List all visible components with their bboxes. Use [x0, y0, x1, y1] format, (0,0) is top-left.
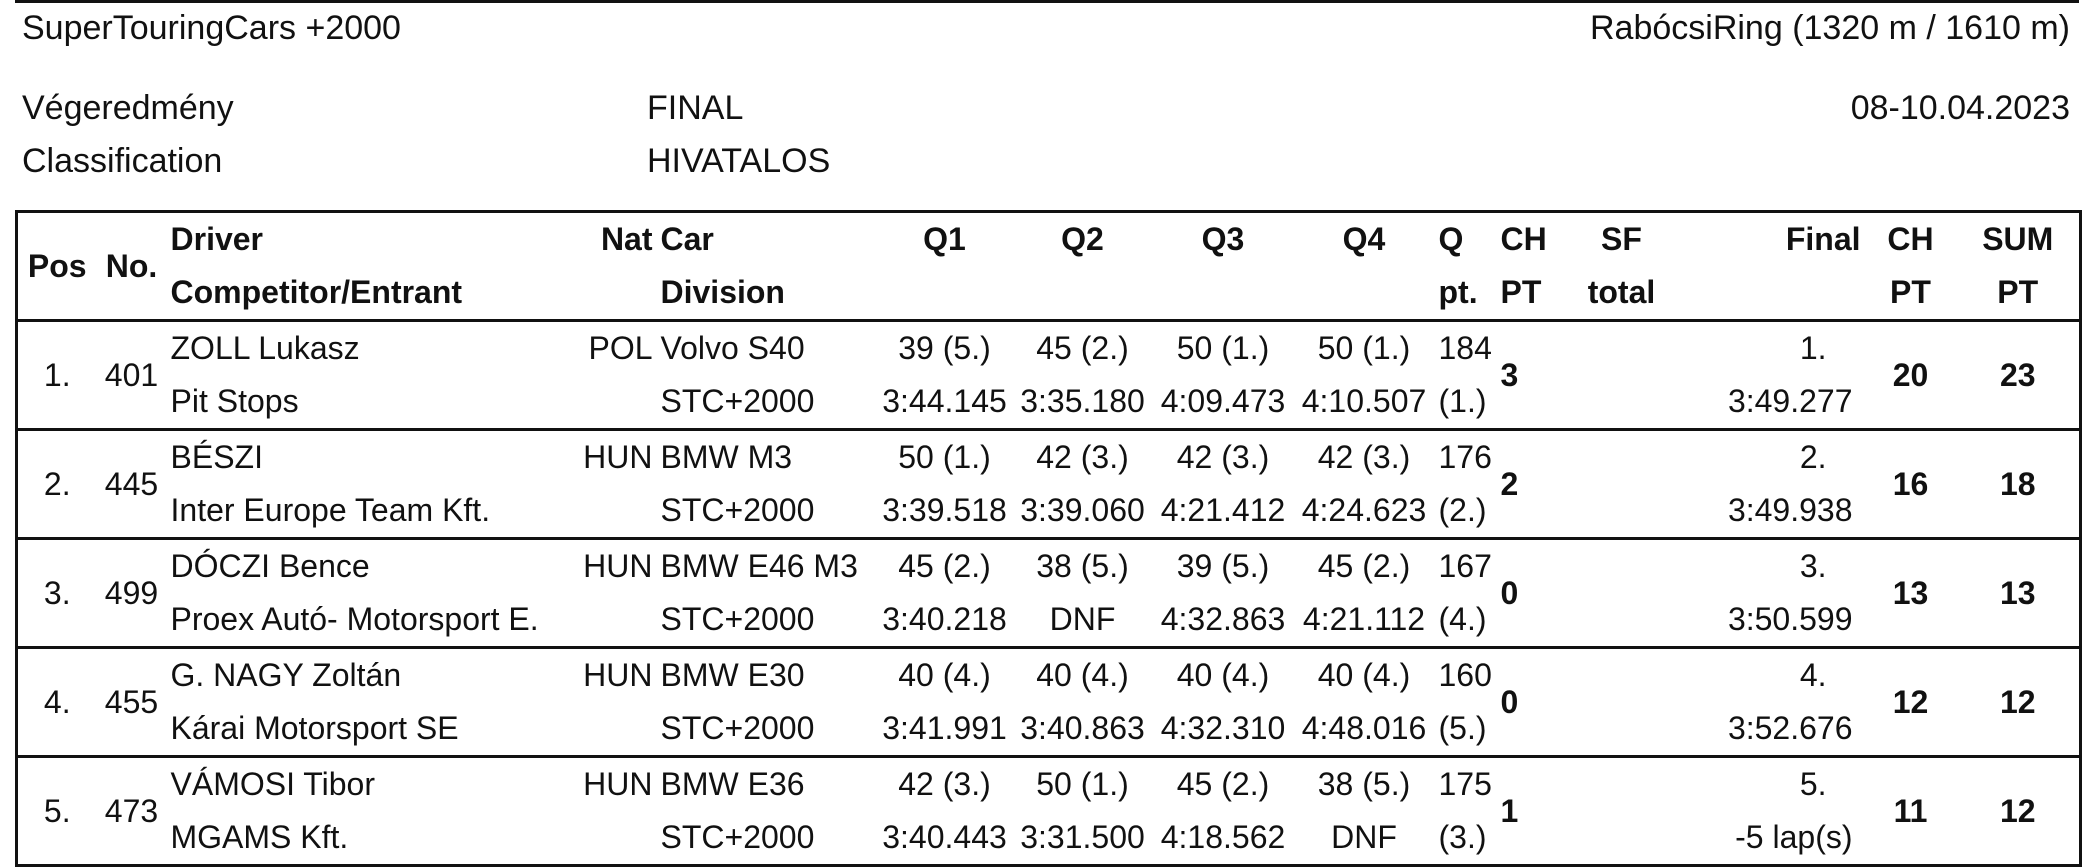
q-total-points-cell: 184: [1438, 330, 1492, 366]
ch-points-final-cell: 12: [1865, 648, 1957, 757]
ch-points-cell: 0: [1497, 648, 1557, 757]
col-final: Final: [1785, 221, 1861, 257]
table-row: [17, 539, 2081, 594]
sum-points-cell: 12: [1999, 792, 2036, 829]
q4-time-cell: 4:10.507: [1294, 375, 1435, 430]
q1-points-cell: 45 (2.): [898, 548, 991, 584]
q1-time-cell: 3:44.145: [877, 375, 1013, 430]
classification-table: [15, 210, 2082, 867]
final-time-cell: -5 lap(s): [1735, 819, 1853, 855]
table-row: [17, 321, 2081, 376]
col-ch-pt2-1: CH: [1887, 221, 1934, 257]
col-q2: Q2: [1061, 221, 1104, 257]
ch-points-final-cell: 16: [1865, 430, 1957, 539]
position-cell: 2.: [17, 430, 97, 539]
q3-time-cell: 4:32.310: [1153, 702, 1294, 757]
q-position-cell: (4.): [1435, 593, 1497, 648]
col-q-pt-2: pt.: [1435, 266, 1497, 321]
q1-points-cell: 40 (4.): [898, 657, 991, 693]
q4-time-cell: 4:21.112: [1294, 593, 1435, 648]
car-number-cell: 499: [97, 539, 167, 648]
q3-time-cell: 4:09.473: [1153, 375, 1294, 430]
table-row: [17, 430, 2081, 485]
final-time-cell: 3:52.676: [1687, 702, 1865, 757]
division-cell: STC+2000: [657, 484, 877, 539]
nationality-spacer: [557, 811, 657, 866]
q1-time-cell: 3:40.443: [882, 819, 1007, 855]
sf-total-cell: [1557, 757, 1687, 866]
car-cell: BMW E46 M3: [660, 548, 858, 584]
team-cell: Proex Autó- Motorsport E.: [167, 593, 557, 648]
q4-points-cell: 38 (5.): [1317, 766, 1411, 802]
col-sf-total-2: total: [1557, 266, 1687, 321]
nationality-cell: HUN: [583, 766, 653, 802]
col-no: No.: [97, 212, 167, 321]
col-car: Car: [660, 221, 714, 257]
col-ch-pt2-2: PT: [1865, 266, 1957, 321]
car-cell: BMW E30: [660, 657, 805, 693]
venue-name: RabócsiRing (1320 m / 1610 m): [1589, 9, 2070, 47]
q4-time-cell: 4:24.623: [1294, 484, 1435, 539]
q2-points-cell: 38 (5.): [1036, 548, 1129, 584]
ch-points-cell: 1: [1500, 792, 1519, 829]
ch-points-final-cell: 11: [1893, 792, 1928, 829]
q1-points-cell: 50 (1.): [898, 439, 991, 475]
final-position-cell: 2.: [1799, 439, 1827, 475]
q3-points-cell: 50 (1.): [1176, 330, 1270, 366]
q3-time-cell: 4:18.562: [1160, 819, 1286, 855]
col-sum-pt-2: PT: [1957, 266, 2081, 321]
table-row: [17, 757, 2081, 812]
division-cell: STC+2000: [660, 819, 815, 855]
q3-time-cell: 4:21.412: [1153, 484, 1294, 539]
q2-points-cell: 45 (2.): [1036, 330, 1129, 366]
header-row-1: [17, 212, 2081, 267]
col-ch-pt-1: CH: [1500, 221, 1547, 257]
q-total-points-cell: 160: [1438, 657, 1492, 693]
final-time-cell: 3:50.599: [1687, 593, 1865, 648]
car-cell: BMW E36: [660, 766, 805, 802]
table-row-secondary: [17, 484, 2081, 539]
q-total-points-cell: 176: [1438, 439, 1492, 475]
team-cell: Kárai Motorsport SE: [167, 702, 557, 757]
q1-points-cell: 39 (5.): [898, 330, 991, 366]
q2-time-cell: 3:35.180: [1013, 375, 1153, 430]
col-pos: Pos: [17, 212, 97, 321]
col-driver: Driver: [170, 221, 263, 257]
nationality-cell: HUN: [583, 657, 653, 693]
q-total-points-cell: 175: [1438, 766, 1492, 802]
sf-total-cell: [1557, 539, 1687, 648]
sum-points-cell: 18: [1957, 430, 2081, 539]
driver-cell: VÁMOSI Tibor: [170, 766, 375, 802]
division-cell: STC+2000: [657, 593, 877, 648]
final-time-cell: 3:49.277: [1687, 375, 1865, 430]
driver-cell: G. NAGY Zoltán: [170, 657, 402, 693]
top-rule: [15, 0, 2079, 3]
q1-time-cell: 3:40.218: [877, 593, 1013, 648]
position-cell: 3.: [17, 539, 97, 648]
title-hungarian: Végeredmény: [22, 89, 234, 127]
final-position-cell: 3.: [1799, 548, 1827, 584]
q2-time-cell: 3:31.500: [1020, 819, 1145, 855]
col-nat: Nat: [600, 221, 653, 257]
car-number-cell: 473: [104, 792, 159, 829]
q1-time-cell: 3:41.991: [877, 702, 1013, 757]
q4-points-cell: 40 (4.): [1317, 657, 1411, 693]
sum-points-cell: 12: [1957, 648, 2081, 757]
car-number-cell: 455: [97, 648, 167, 757]
ch-points-cell: 2: [1497, 430, 1557, 539]
status-official: HIVATALOS: [647, 142, 831, 180]
q4-time-cell: DNF: [1331, 819, 1397, 855]
sum-points-cell: 13: [1957, 539, 2081, 648]
q-position-cell: (2.): [1435, 484, 1497, 539]
q3-points-cell: 42 (3.): [1176, 439, 1270, 475]
q2-time-cell: 3:39.060: [1013, 484, 1153, 539]
ch-points-cell: 0: [1497, 539, 1557, 648]
q-position-cell: (5.): [1435, 702, 1497, 757]
table-row: [17, 648, 2081, 703]
q2-points-cell: 42 (3.): [1036, 439, 1129, 475]
series-name: SuperTouringCars +2000: [22, 9, 401, 47]
table-row-secondary: [17, 375, 2081, 430]
col-division: Division: [657, 266, 877, 321]
team-cell: Pit Stops: [167, 375, 557, 430]
final-position-cell: 4.: [1799, 657, 1827, 693]
q3-time-cell: 4:32.863: [1153, 593, 1294, 648]
final-position-cell: 1.: [1799, 330, 1827, 366]
q-position-cell: (1.): [1435, 375, 1497, 430]
division-cell: STC+2000: [657, 702, 877, 757]
division-cell: STC+2000: [657, 375, 877, 430]
q4-time-cell: 4:48.016: [1294, 702, 1435, 757]
driver-cell: DÓCZI Bence: [170, 548, 370, 584]
nationality-cell: HUN: [583, 439, 653, 475]
q2-points-cell: 40 (4.): [1036, 657, 1129, 693]
q3-points-cell: 39 (5.): [1176, 548, 1270, 584]
q1-time-cell: 3:39.518: [877, 484, 1013, 539]
col-sum-pt-1: SUM: [1982, 221, 2054, 257]
q1-points-cell: 42 (3.): [898, 766, 991, 802]
nationality-spacer: [557, 375, 657, 430]
q-total-points-cell: 167: [1438, 548, 1492, 584]
car-number-cell: 401: [97, 321, 167, 430]
col-q1: Q1: [923, 221, 966, 257]
ch-points-final-cell: 13: [1865, 539, 1957, 648]
nationality-spacer: [557, 702, 657, 757]
final-position-cell: 5.: [1799, 766, 1827, 802]
q4-points-cell: 50 (1.): [1317, 330, 1411, 366]
col-competitor: Competitor/Entrant: [167, 266, 557, 321]
event-date: 08-10.04.2023: [1850, 89, 2070, 127]
nationality-cell: POL: [588, 330, 653, 366]
title-english: Classification: [22, 142, 223, 180]
team-cell: Inter Europe Team Kft.: [167, 484, 557, 539]
driver-cell: BÉSZI: [170, 439, 263, 475]
ch-points-cell: 3: [1497, 321, 1557, 430]
nationality-spacer: [557, 484, 657, 539]
car-cell: BMW M3: [660, 439, 793, 475]
car-cell: Volvo S40: [660, 330, 805, 366]
final-time-cell: 3:49.938: [1687, 484, 1865, 539]
col-sf-total-1: SF: [1601, 221, 1642, 257]
position-cell: 4.: [17, 648, 97, 757]
header-row-2: [17, 266, 2081, 321]
ch-points-final-cell: 20: [1865, 321, 1957, 430]
table-row-secondary: [17, 702, 2081, 757]
driver-cell: ZOLL Lukasz: [170, 330, 360, 366]
table-row-secondary: [17, 811, 2081, 866]
position-cell: 1.: [17, 321, 97, 430]
car-number-cell: 445: [97, 430, 167, 539]
q4-points-cell: 45 (2.): [1317, 548, 1411, 584]
q3-points-cell: 40 (4.): [1176, 657, 1270, 693]
nationality-spacer: [557, 593, 657, 648]
sf-total-cell: [1557, 430, 1687, 539]
col-ch-pt-2: PT: [1497, 266, 1557, 321]
col-q3: Q3: [1201, 221, 1245, 257]
team-cell: MGAMS Kft.: [170, 819, 349, 855]
q3-points-cell: 45 (2.): [1176, 766, 1270, 802]
col-q4: Q4: [1342, 221, 1386, 257]
position-cell: 5.: [43, 792, 71, 829]
sf-total-cell: [1557, 321, 1687, 430]
q2-time-cell: DNF: [1013, 593, 1153, 648]
sum-points-cell: 23: [1957, 321, 2081, 430]
q2-time-cell: 3:40.863: [1013, 702, 1153, 757]
table-row-secondary: [17, 593, 2081, 648]
results-body: [17, 321, 2081, 866]
nationality-cell: HUN: [583, 548, 653, 584]
status-final: FINAL: [647, 89, 744, 127]
col-q-pt-1: Q: [1438, 221, 1464, 257]
q4-points-cell: 42 (3.): [1317, 439, 1411, 475]
q-position-cell: (3.): [1438, 819, 1487, 855]
q2-points-cell: 50 (1.): [1036, 766, 1129, 802]
sf-total-cell: [1557, 648, 1687, 757]
